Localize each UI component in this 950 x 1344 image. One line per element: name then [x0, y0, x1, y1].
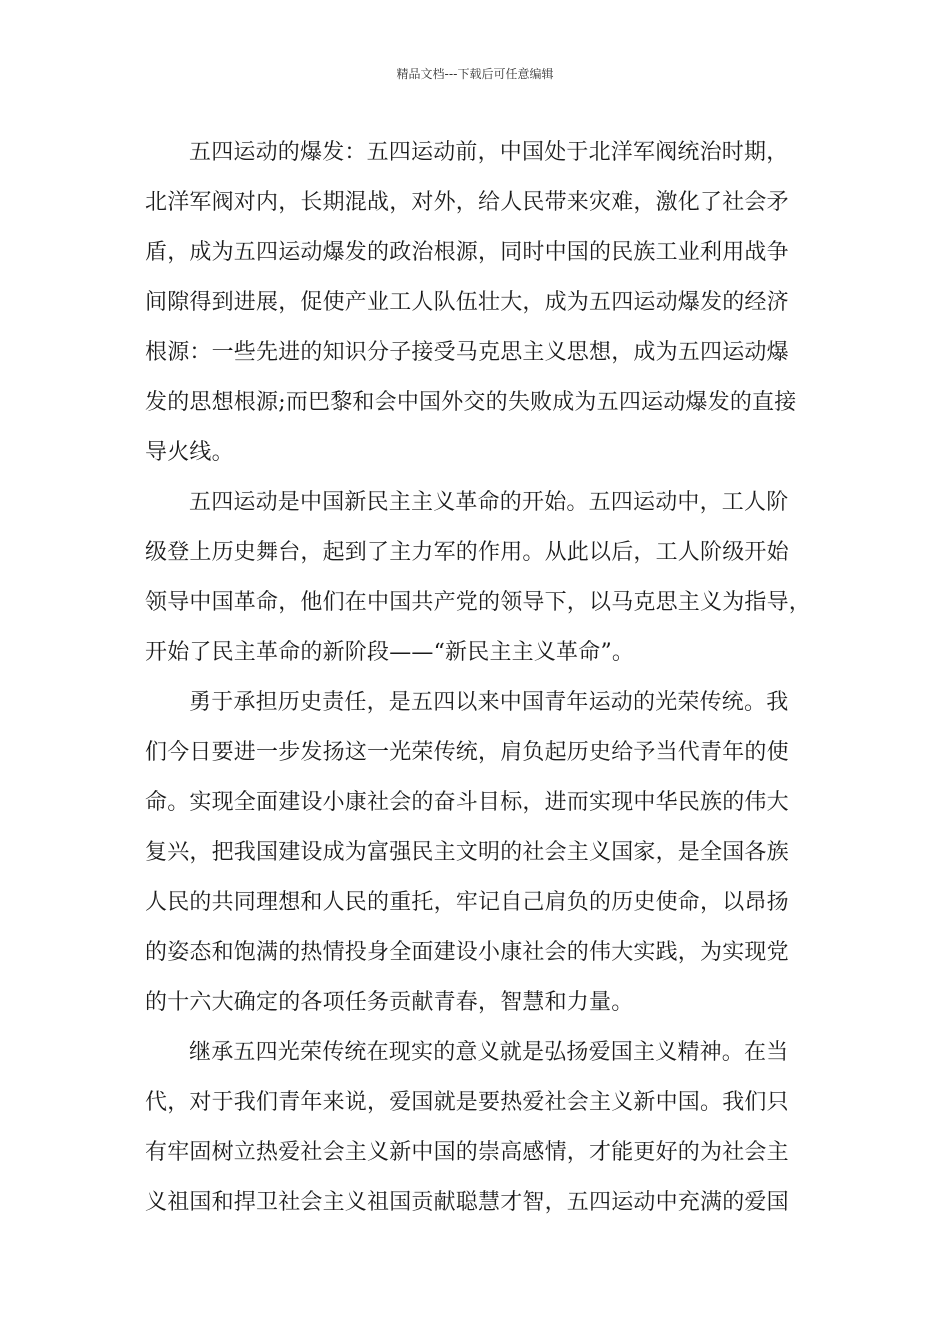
paragraph-2: [145, 478, 817, 678]
text-line: 有牢固树立热爱社会主义新中国的崇高感情，才能更好的为社会主: [145, 1140, 789, 1165]
text-line: 盾，成为五四运动爆发的政治根源，同时中国的民族工业利用战争: [145, 240, 789, 265]
text-line: 开始了民主革命的新阶段——“新民主主义革命”。: [145, 640, 635, 665]
text-line: 继承五四光荣传统在现实的意义就是弘扬爱国主义精神。在当: [189, 1040, 789, 1065]
text-line: 领导中国革命，他们在中国共产党的领导下，以马克思主义为指导，: [145, 590, 812, 615]
page-header: 精品文档---下载后可任意编辑: [396, 67, 554, 81]
text-line: 间隙得到进展，促使产业工人队伍壮大，成为五四运动爆发的经济: [145, 290, 789, 315]
document-body: [145, 128, 817, 1228]
text-line: 的姿态和饱满的热情投身全面建设小康社会的伟大实践，为实现党: [145, 940, 789, 965]
paragraph-1: [145, 128, 817, 478]
text-line: 义祖国和捍卫社会主义祖国贡献聪慧才智，五四运动中充满的爱国: [145, 1190, 789, 1215]
text-line: 勇于承担历史责任，是五四以来中国青年运动的光荣传统。我: [189, 690, 789, 715]
text-line: 导火线。: [145, 440, 234, 465]
text-line: 的十六大确定的各项任务贡献青春，智慧和力量。: [145, 990, 634, 1015]
text-line: 五四运动是中国新民主主义革命的开始。五四运动中，工人阶: [189, 490, 789, 515]
text-line: 根源：一些先进的知识分子接受马克思主义思想，成为五四运动爆: [145, 340, 789, 365]
text-line: 复兴，把我国建设成为富强民主文明的社会主义国家，是全国各族: [145, 840, 789, 865]
text-line: 代，对于我们青年来说，爱国就是要热爱社会主义新中国。我们只: [145, 1090, 789, 1115]
text-line: 级登上历史舞台，起到了主力军的作用。从此以后，工人阶级开始: [145, 540, 789, 565]
text-line: 人民的共同理想和人民的重托，牢记自己肩负的历史使命，以昂扬: [145, 890, 789, 915]
text-line: 五四运动的爆发：五四运动前，中国处于北洋军阀统治时期，: [189, 140, 789, 165]
text-line: 发的思想根源;而巴黎和会中国外交的失败成为五四运动爆发的直接: [145, 390, 797, 415]
text-line: 北洋军阀对内，长期混战，对外，给人民带来灾难，激化了社会矛: [145, 190, 789, 215]
text-line: 命。实现全面建设小康社会的奋斗目标，进而实现中华民族的伟大: [145, 790, 789, 815]
paragraph-3: [145, 678, 817, 1028]
text-line: 们今日要进一步发扬这一光荣传统，肩负起历史给予当代青年的使: [145, 740, 789, 765]
paragraph-4: [145, 1028, 817, 1228]
